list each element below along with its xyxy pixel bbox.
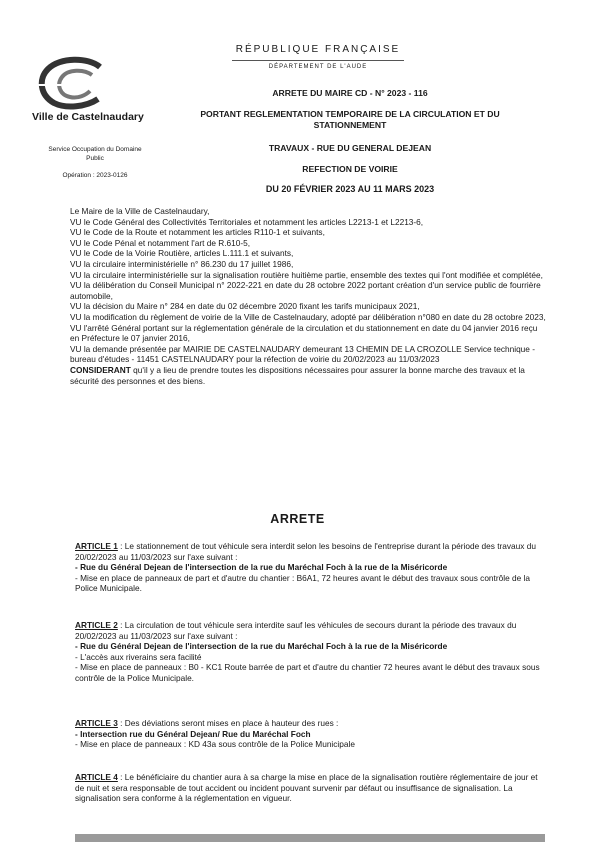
article-text: : La circulation de tout véhicule sera interdite sauf les véhicules de secours durant la période des travaux du 20/02/2023 au 11/03/2023 sur l'axe suivant : — [75, 620, 517, 641]
preamble-line: VU la demande présentée par MAIRIE DE CASTELNAUDARY demeurant 13 CHEMIN DE LA CROZOLLE Service technique - bureau d'études - 11451 CASTELNAUDARY pour la réfection de voirie du 20/02/2023 au 11/03/2023 — [70, 343, 535, 365]
preamble-line: VU la circulaire interministérielle sur la signalisation routière huitième partie, ensemble des textes qui l'ont modifiée et complétée, — [70, 269, 543, 280]
article-1 — [75, 541, 545, 594]
considerant-text: qu'il y a lieu de prendre toutes les dispositions nécessaires pour assurer la bonne marche des travaux et la sécurité des personnes et des biens. — [70, 364, 525, 386]
article-line: - Mise en place de panneaux : B0 - KC1 Route barrée de part et d'autre du chantier 72 heures avant le début des travaux sous contrôle de la Police Municipale. — [75, 662, 540, 683]
article-label: ARTICLE 1 — [75, 541, 118, 551]
header-divider — [232, 60, 404, 61]
article-2 — [75, 620, 545, 684]
article-label: ARTICLE 3 — [75, 718, 118, 728]
article-text: : Des déviations seront mises en place à hauteur des rues : — [117, 718, 339, 728]
republique-francaise: RÉPUBLIQUE FRANÇAISE — [235, 44, 401, 55]
article-line: - Intersection rue du Général Dejean/ Rue du Maréchal Foch — [75, 728, 311, 739]
article-4 — [75, 772, 545, 804]
preamble-line: VU la décision du Maire n° 284 en date du 02 décembre 2020 fixant les tarifs municipaux 2021, — [70, 301, 420, 312]
preamble-line: VU l'arrêté Général portant sur la réglementation générale de la circulation et du stationnement en date du 04 janvier 2016 reçu en Préfecture le 07 janvier 2016, — [70, 322, 538, 344]
preamble-line: VU le Code de la Route et notamment les articles R110-1 et suivants, — [70, 227, 325, 238]
article-text: : Le stationnement de tout véhicule sera interdit selon les besoins de l'entreprise durant la période des travaux du 20/02/2023 au 11/03/2023 sur l'axe suivant : — [75, 541, 536, 562]
footer-band — [75, 834, 545, 842]
arrete-dates: DU 20 FÉVRIER 2023 AU 11 MARS 2023 — [265, 184, 435, 194]
article-label: ARTICLE 4 — [75, 772, 118, 782]
article-line: - Mise en place de panneaux de part et d'autre du chantier : B6A1, 72 heures avant le début des travaux sous contrôle de la Police Municipale. — [75, 572, 530, 594]
preamble-line: Le Maire de la Ville de Castelnaudary, — [70, 206, 210, 216]
preamble-line: VU la délibération du Conseil Municipal n° 2022-221 en date du 28 octobre 2022 portant création d'un service public de fourrière automobile, — [70, 280, 541, 301]
departement-label: DÉPARTEMENT DE L'AUDE — [268, 64, 368, 70]
considerant-label: CONSIDERANT — [70, 364, 131, 375]
arrete-subject: PORTANT REGLEMENTATION TEMPORAIRE DE LA CIRCULATION ET DU STATIONNEMENT — [200, 109, 500, 130]
arrete-title: ARRETE — [270, 512, 325, 526]
preamble-line: VU le Code Pénal et notamment l'art de R.610-5, — [70, 237, 251, 248]
preamble-line: VU le Code de la Voirie Routière, articles L.111.1 et suivants, — [70, 248, 294, 259]
refection-label: REFECTION DE VOIRIE — [302, 164, 398, 174]
preamble-line: VU la circulaire interministérielle n° 86.230 du 17 juillet 1986, — [70, 258, 294, 269]
preamble-line: VU le Code Général des Collectivités Territoriales et notamment les articles L2213-1 et L2213-6, — [70, 216, 424, 227]
considerant-line — [70, 365, 548, 386]
preamble-line: VU la modification du règlement de voirie de la Ville de Castelnaudary, adopté par délibération n°080 en date du 28 octobre 2023, — [70, 311, 546, 322]
ville-name: Ville de Castelnaudary — [32, 111, 144, 123]
arrete-number: ARRETE DU MAIRE CD - N° 2023 - 116 — [272, 88, 428, 98]
article-line: - Rue du Général Dejean de l'intersection de la rue du Maréchal Foch à la rue de la Miséricorde — [75, 562, 448, 573]
article-line: - Mise en place de panneaux : KD 43a sous contrôle de la Police Municipale — [75, 739, 355, 750]
preamble — [70, 206, 548, 386]
article-line: - Rue du Général Dejean de l'intersection de la rue du Maréchal Foch à la rue de la Miséricorde — [75, 641, 448, 652]
travaux-label: TRAVAUX - RUE DU GENERAL DEJEAN — [268, 143, 432, 153]
article-text: : Le bénéficiaire du chantier aura à sa charge la mise en place de la signalisation routière réglementaire de jour et de nuit et sera responsable de tout accident ou incident pouvant survenir par défaut ou insuffisance de signalisation. La signalisation sera conforme à la réglementation en vigueur. — [75, 772, 538, 804]
article-line: - L'accès aux riverains sera facilité — [75, 651, 202, 662]
article-3 — [75, 718, 545, 750]
castelnaudary-logo — [30, 55, 120, 110]
article-label: ARTICLE 2 — [75, 620, 118, 630]
operation-label: Opération : 2023-0126 — [62, 172, 128, 179]
service-label: Service Occupation du Domaine Public — [48, 146, 142, 162]
